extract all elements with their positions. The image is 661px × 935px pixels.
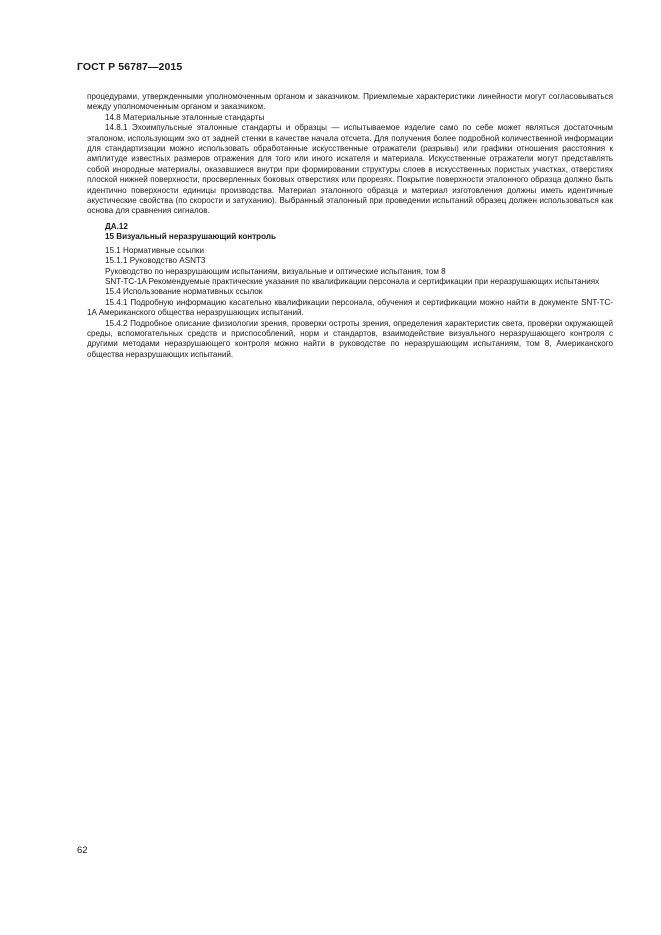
- section-title-15: 15 Визуальный неразрушающий контроль: [105, 232, 276, 242]
- paragraph-15-4-2: 15.4.2 Подробное описание физиологии зрения, проверки остроты зрения, определения характеристик света, проверки окружающей среды, вспомогательных средств и приспособлений, норм и стандартов, взаимодействие визуального неразрушающего контроля с другими методами неразрушающего контроля можно найти в руководстве по неразрушающим испытаниям, том 8, Американского общества неразрушающих испытаний.: [87, 318, 613, 359]
- reference-item-handbook: Руководство по неразрушающим испытаниям, визуальные и оптические испытания, том 8: [105, 266, 446, 276]
- paragraph-14-8-1: 14.8.1 Эхоимпульсные эталонные стандарты и образцы — испытываемое изделие само по себе может являться достаточным эталоном, использующим эхо от задней стенки в качестве начала отсчета. Для получения более подробной количественной информации для стандартизации можно использовать обработанные искусственные отражатели (разрывы) или графики отношения расстояния к амплитуде известных размеров отражения для того или иного искателя и материала. Искусственные отражатели могут представлять собой инородные материалы, оказавшиеся внутри при формировании структуры слоев в искусственных пористых участках, отверстиях плоской нижней поверхности, просверленных боковых отверстиях или прорезях. Покрытие поверхности эталонного образца должно быть идентично поверхности единицы производства. Материал эталонного образца и материал изготовления должны иметь идентичные акустические свойства (по скорости и затуханию). Выбранный эталонный при проведении испытаний образец должен использоваться как основа для сравнения сигналов.: [87, 123, 613, 216]
- paragraph-15-4-1: 15.4.1 Подробную информацию касательно квалификации персонала, обучения и сертификации можно найти в документе SNT-TC-1A Американского общества неразрушающих испытаний.: [87, 297, 613, 318]
- section-heading-14-8: 14.8 Материальные эталонные стандарты: [105, 112, 265, 122]
- document-body: [87, 92, 613, 360]
- section-heading-15-1-1: 15.1.1 Руководство ASNT3: [105, 256, 206, 266]
- reference-item-snt-tc-1a: SNT-TC-1A Рекомендуемые практические указания по квалификации персонала и сертификации при неразрушающих испытаниях: [105, 276, 600, 286]
- appendix-label: ДА.12: [105, 221, 128, 231]
- document-header: ГОСТ Р 56787—2015: [77, 61, 183, 73]
- section-heading-15-4: 15.4 Использование нормативных ссылок: [105, 287, 263, 297]
- paragraph-continuation: процедурами, утвержденными уполномоченным органом и заказчиком. Приемлемые характеристики линейности могут согласовываться между уполномоченным органом и заказчиком.: [87, 92, 613, 112]
- page-number: 62: [77, 845, 88, 856]
- section-heading-15-1: 15.1 Нормативные ссылки: [105, 245, 204, 255]
